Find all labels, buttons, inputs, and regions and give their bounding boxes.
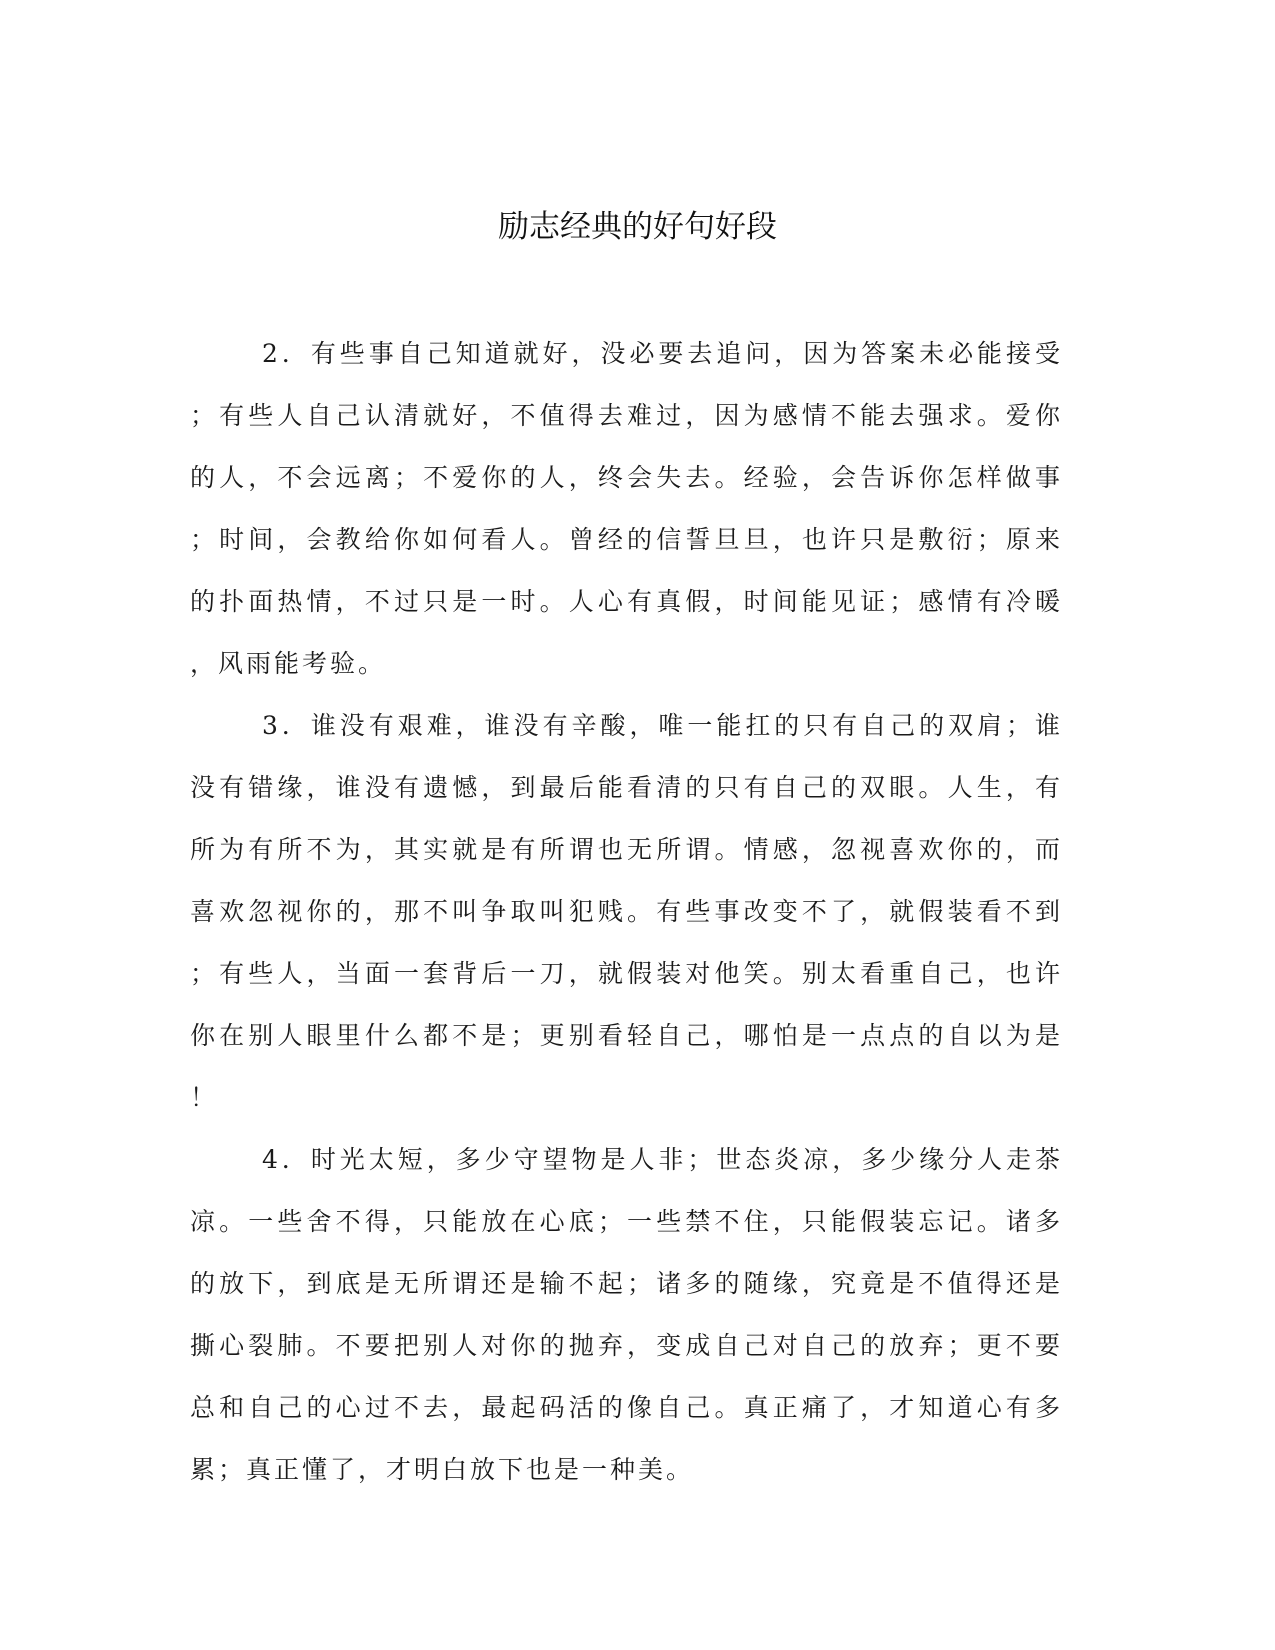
- document-title: 励志经典的好句好段: [498, 209, 777, 245]
- paragraph-2-line-1: 2．有些事自己知道就好，没必要去追问，因为答案未必能接受: [262, 339, 1060, 368]
- paragraph-2-line-5: 的扑面热情，不过只是一时。人心有真假，时间能见证；感情有冷暖: [190, 587, 1060, 616]
- paragraph-3-line-2: 没有错缘，谁没有遗憾，到最后能看清的只有自己的双眼。人生，有: [190, 773, 1060, 802]
- paragraph-4-line-6: 累；真正懂了，才明白放下也是一种美。: [190, 1455, 695, 1484]
- paragraph-3-line-5: ；有些人，当面一套背后一刀，就假装对他笑。别太看重自己，也许: [190, 959, 1060, 988]
- paragraph-3-line-1: 3．谁没有艰难，谁没有辛酸，唯一能扛的只有自己的双肩；谁: [262, 711, 1060, 740]
- paragraph-3-line-4: 喜欢忽视你的，那不叫争取叫犯贱。有些事改变不了，就假装看不到: [190, 897, 1060, 926]
- paragraph-3-line-6: 你在别人眼里什么都不是；更别看轻自己，哪怕是一点点的自以为是: [190, 1021, 1060, 1050]
- paragraph-2-line-4: ；时间，会教给你如何看人。曾经的信誓旦旦，也许只是敷衍；原来: [190, 525, 1060, 554]
- paragraph-2-line-6: ，风雨能考验。: [190, 649, 387, 678]
- document-body: [190, 323, 1060, 1501]
- paragraph-4-line-3: 的放下，到底是无所谓还是输不起；诸多的随缘，究竟是不值得还是: [190, 1269, 1060, 1298]
- paragraph-4-line-4: 撕心裂肺。不要把别人对你的抛弃，变成自己对自己的放弃；更不要: [190, 1331, 1060, 1360]
- paragraph-3-line-3: 所为有所不为，其实就是有所谓也无所谓。情感，忽视喜欢你的，而: [190, 835, 1060, 864]
- paragraph-2-line-3: 的人，不会远离；不爱你的人，终会失去。经验，会告诉你怎样做事: [190, 463, 1060, 492]
- paragraph-3-line-7: ！: [190, 1083, 219, 1112]
- paragraph-4-line-5: 总和自己的心过不去，最起码活的像自己。真正痛了，才知道心有多: [190, 1393, 1060, 1422]
- paragraph-4-line-1: 4．时光太短，多少守望物是人非；世态炎凉，多少缘分人走茶: [262, 1145, 1060, 1174]
- paragraph-2-line-2: ；有些人自己认清就好，不值得去难过，因为感情不能去强求。爱你: [190, 401, 1060, 430]
- paragraph-4-line-2: 凉。一些舍不得，只能放在心底；一些禁不住，只能假装忘记。诸多: [190, 1207, 1060, 1236]
